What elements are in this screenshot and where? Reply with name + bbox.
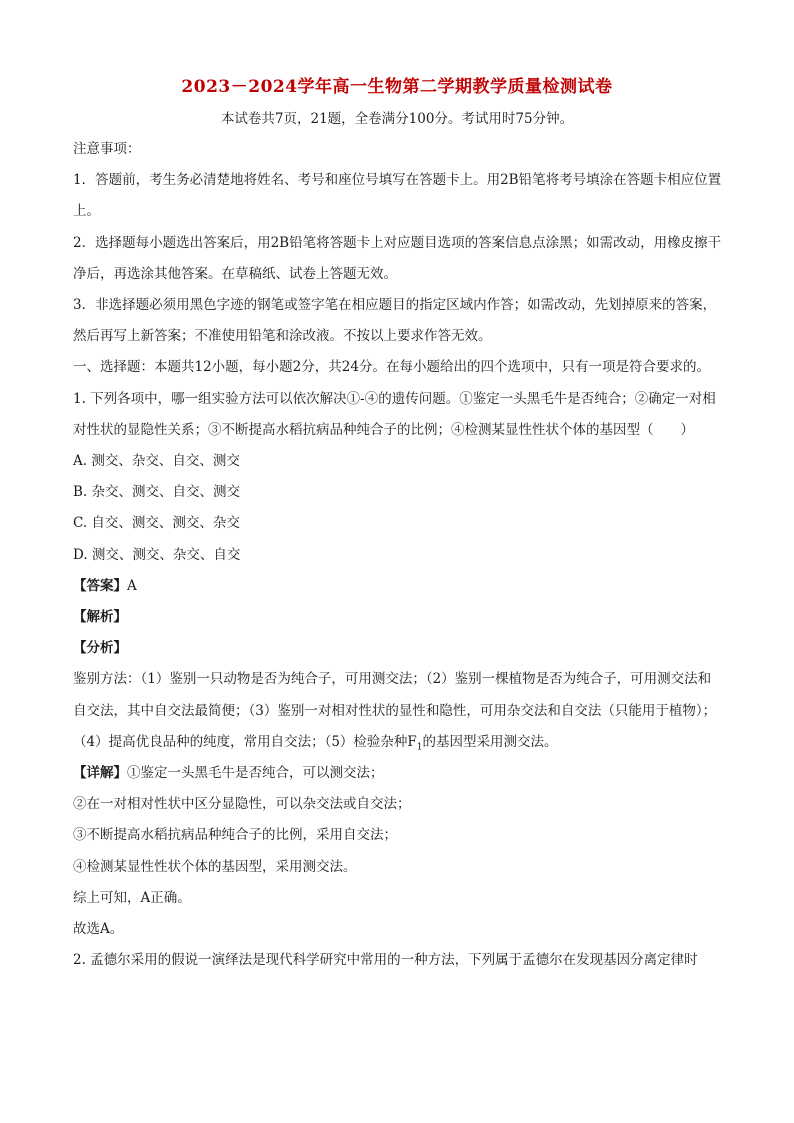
- fenxi-text: [73, 664, 723, 758]
- note-item-1: 1．答题前，考生务必清楚地将姓名、考号和座位号填写在答题卡上。用2B铅笔将考号填涂在答题卡相应位置上。: [73, 172, 722, 220]
- option-c: C. 自交、测交、测交、杂交: [73, 515, 240, 532]
- detail-text-1: ①鉴定一头黑毛牛是否纯合，可以测交法；: [127, 765, 384, 782]
- note-item-2: 2．选择题每小题选出答案后，用2B铅笔将答题卡上对应题目选项的答案信息点涂黑；如需改动，用橡皮擦干净后，再选涂其他答案。在草稿纸、试卷上答题无效。: [73, 234, 722, 282]
- answer-tag: 【答案】: [73, 577, 127, 594]
- detail-tag: 【详解】: [73, 765, 127, 782]
- exam-subtitle: 本试卷共7页，21题，全卷满分100分。考试用时75分钟。: [220, 111, 574, 127]
- fenxi-tag: 【分析】: [73, 640, 127, 657]
- exam-body: [73, 134, 723, 976]
- analysis-tag: 【解析】: [73, 609, 127, 626]
- notes-heading: 注意事项：: [73, 141, 141, 157]
- fenxi-text-b: 的基因型采用测交法。: [422, 733, 558, 750]
- fenxi-subscript: 1: [416, 742, 423, 753]
- question-2-stem: 2. 孟德尔采用的假说一演绎法是现代科学研究中常用的一种方法，下列属于孟德尔在发现基因分离定律时: [73, 952, 698, 969]
- choice-line: 故选A。: [73, 921, 124, 938]
- detail-line-2: ②在一对相对性状中区分显隐性，可以杂交法或自交法；: [73, 796, 411, 813]
- detail-line-1: [73, 758, 723, 789]
- detail-line-4: ④检测某显性性状个体的基因型，采用测交法。: [73, 858, 357, 875]
- fenxi-text-a: 鉴别方法：（1）鉴别一只动物是否为纯合子，可用测交法；（2）鉴别一棵植物是否为纯合子，可用测交法和自交法，其中自交法最简便；（3）鉴别一对相对性状的显性和隐性，可用杂交法和自交法（只能用于植物）；（4）提高优良品种的纯度，常用自交法；（5）检验杂种F: [73, 671, 717, 750]
- option-b: B. 杂交、测交、自交、测交: [73, 484, 241, 501]
- note-item-3: 3．非选择题必须用黑色字迹的钢笔或签字笔在相应题目的指定区域内作答；如需改动，先划掉原来的答案，然后再写上新答案；不准使用铅笔和涂改液。不按以上要求作答无效。: [73, 297, 717, 345]
- conclusion-line: 综上可知，A正确。: [73, 889, 191, 906]
- section-heading: 一、选择题：本题共12小题，每小题2分，共24分。在每小题给出的四个选项中，只有一项是符合要求的。: [73, 359, 710, 376]
- answer-line: [73, 571, 723, 602]
- question-1-stem: 1. 下列各项中，哪一组实验方法可以依次解决①-④的遗传问题。①鉴定一头黑毛牛是否纯合；②确定一对相对性状的显隐性关系；③不断提高水稻抗病品种纯合子的比例；④检测某显性性状个体的基因型（ ）: [73, 390, 716, 438]
- option-d: D. 测交、测交、杂交、自交: [73, 546, 241, 563]
- answer-value: A: [127, 577, 137, 594]
- exam-title: 2023－2024学年高一生物第二学期教学质量检测试卷: [181, 77, 613, 97]
- detail-line-3: ③不断提高水稻抗病品种纯合子的比例，采用自交法；: [73, 827, 397, 844]
- option-a: A. 测交、杂交、自交、测交: [73, 453, 240, 470]
